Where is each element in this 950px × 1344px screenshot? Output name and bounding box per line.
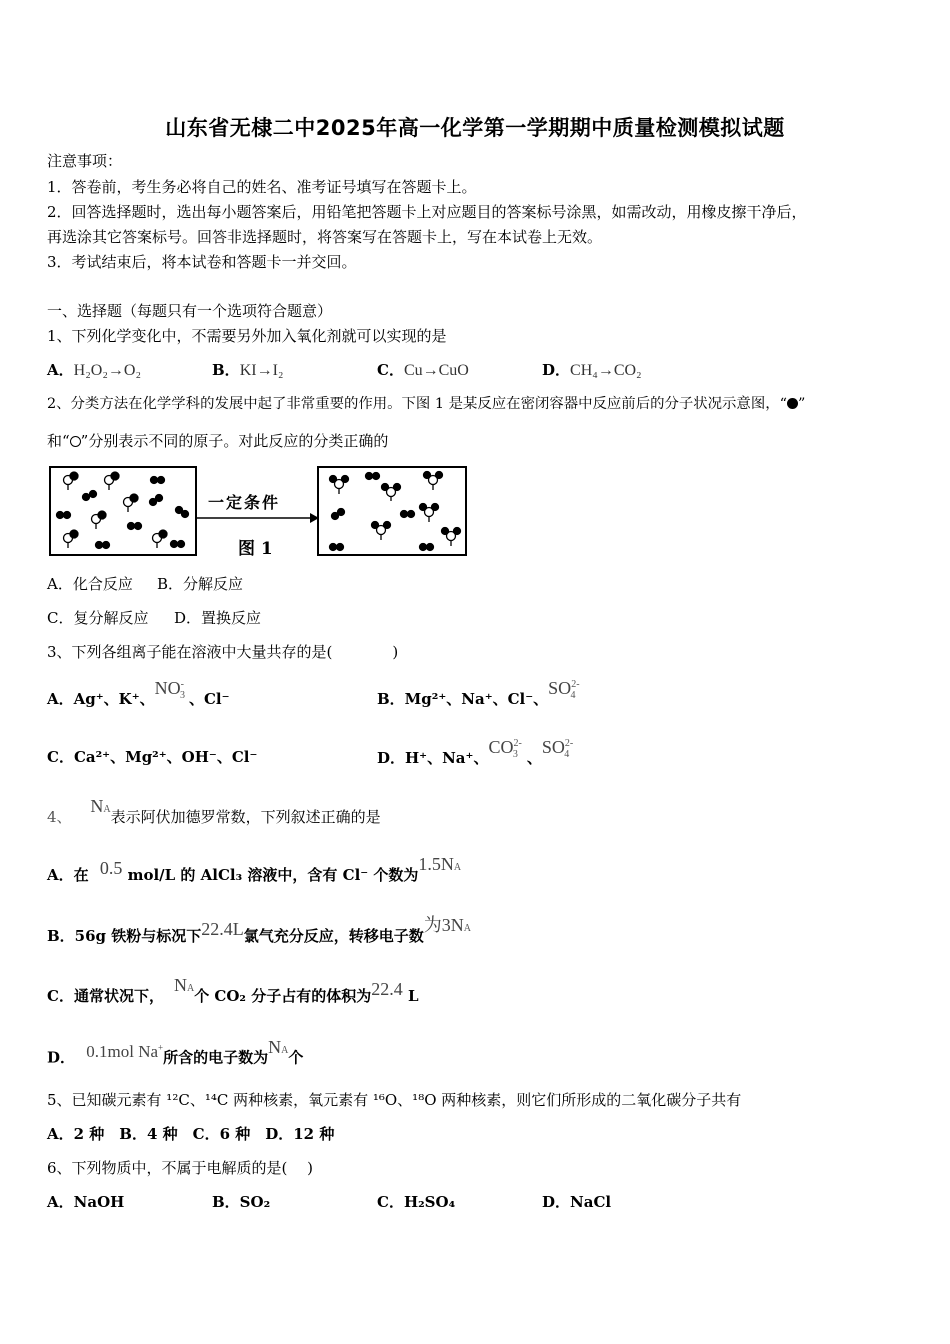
arrow-label: 一定条件 — [208, 493, 281, 512]
q4-stem: 4、 NA表示阿伏加德罗常数，下列叙述正确的是 — [47, 796, 381, 826]
q2-stem-1: 2、分类方法在化学学科的发展中起了非常重要的作用。下图 1 是某反应在密闭容器中反应前后的分子状况示意图，“ ” — [47, 396, 806, 412]
white-atom-icon — [70, 436, 81, 447]
q3-stem: 3、下列各组离子能在溶液中大量共存的是( ) — [47, 643, 399, 661]
before-molecules — [51, 468, 195, 554]
q1-stem: 1、下列化学变化中，不需要另外加入氧化剂就可以实现的是 — [47, 327, 447, 345]
notice-item-3: 3．考试结束后，将本试卷和答题卡一并交回。 — [47, 253, 357, 271]
after-molecules — [319, 468, 465, 554]
q1-option-b: B．KI→I₂ — [212, 361, 284, 379]
figure-label: 图 1 — [238, 539, 273, 559]
q2-option-b: B．分解反应 — [157, 575, 244, 593]
q6-option-a: A．NaOH — [47, 1193, 125, 1211]
right-arrow-icon — [195, 512, 319, 524]
q4-option-b: B．56g 铁粉与标况下22.4L氯气充分反应，转移电子数为3NA — [47, 915, 472, 945]
q3-option-c: C．Ca²⁺、Mg²⁺、OH⁻、Cl⁻ — [47, 748, 258, 766]
q4-option-a: A．在 0.5 mol/L 的 AlCl₃ 溶液中，含有 Cl⁻ 个数为1.5NA — [47, 854, 462, 884]
black-atom-icon — [787, 398, 798, 409]
notice-item-1: 1．答卷前，考生务必将自己的姓名、准考证号填写在答题卡上。 — [47, 178, 477, 196]
section-heading: 一、选择题（每题只有一个选项符合题意） — [47, 302, 333, 320]
q2-option-a: A．化合反应 — [47, 575, 133, 593]
reaction-figure — [47, 464, 467, 559]
q2-option-c: C．复分解反应 — [47, 609, 149, 627]
q3-option-d: D．H⁺、Na⁺、$CO^{2-}_3$ 、$SO^{2-}_4$ — [377, 737, 574, 767]
q2-option-d: D．置换反应 — [174, 609, 262, 627]
after-container — [317, 466, 467, 556]
q6-option-c: C．H₂SO₄ — [377, 1193, 456, 1211]
q5-options: A．2 种 B．4 种 C．6 种 D．12 种 — [47, 1125, 335, 1143]
q1-option-c: C．Cu→CuO — [377, 361, 469, 379]
notice-item-2: 2．回答选择题时，选出每小题答案后，用铅笔把答题卡上对应题目的答案标号涂黑，如需改动，用橡皮擦干净后， — [47, 203, 807, 221]
q3-option-b: B．Mg²⁺、Na⁺、Cl⁻、$SO^{2-}_4$ — [377, 678, 580, 708]
notice-heading: 注意事项： — [47, 152, 123, 170]
q6-option-d: D．NaCl — [542, 1193, 612, 1211]
notice-item-2-cont: 再选涂其它答案标号。回答非选择题时，将答案写在答题卡上，写在本试卷上无效。 — [47, 228, 603, 246]
q4-option-d: D． 0.1mol Na+所含的电子数为NA个 — [47, 1036, 304, 1067]
q6-option-b: B．SO₂ — [212, 1193, 271, 1211]
before-container — [49, 466, 197, 556]
q1-option-a: A．H₂O₂→O₂ — [47, 361, 142, 379]
page-title: 山东省无棣二中2025年高一化学第一学期期中质量检测模拟试题 — [165, 116, 785, 140]
q5-stem: 5、已知碳元素有 ¹²C、¹⁴C 两种核素，氧元素有 ¹⁶O、¹⁸O 两种核素，则它们所形成的二氧化碳分子共有 — [47, 1091, 742, 1109]
q2-stem-2: 和“ ”分别表示不同的原子。对此反应的分类正确的 — [47, 432, 389, 450]
q3-option-a: A．Ag⁺、K⁺、$NO^-_3$ 、Cl⁻ — [47, 678, 230, 708]
q6-stem: 6、下列物质中，不属于电解质的是( ) — [47, 1159, 314, 1177]
q1-option-d: D．CH₄→CO₂ — [542, 361, 642, 379]
q4-option-c: C．通常状况下，NA个 CO₂ 分子占有的体积为22.4 L — [47, 975, 419, 1005]
